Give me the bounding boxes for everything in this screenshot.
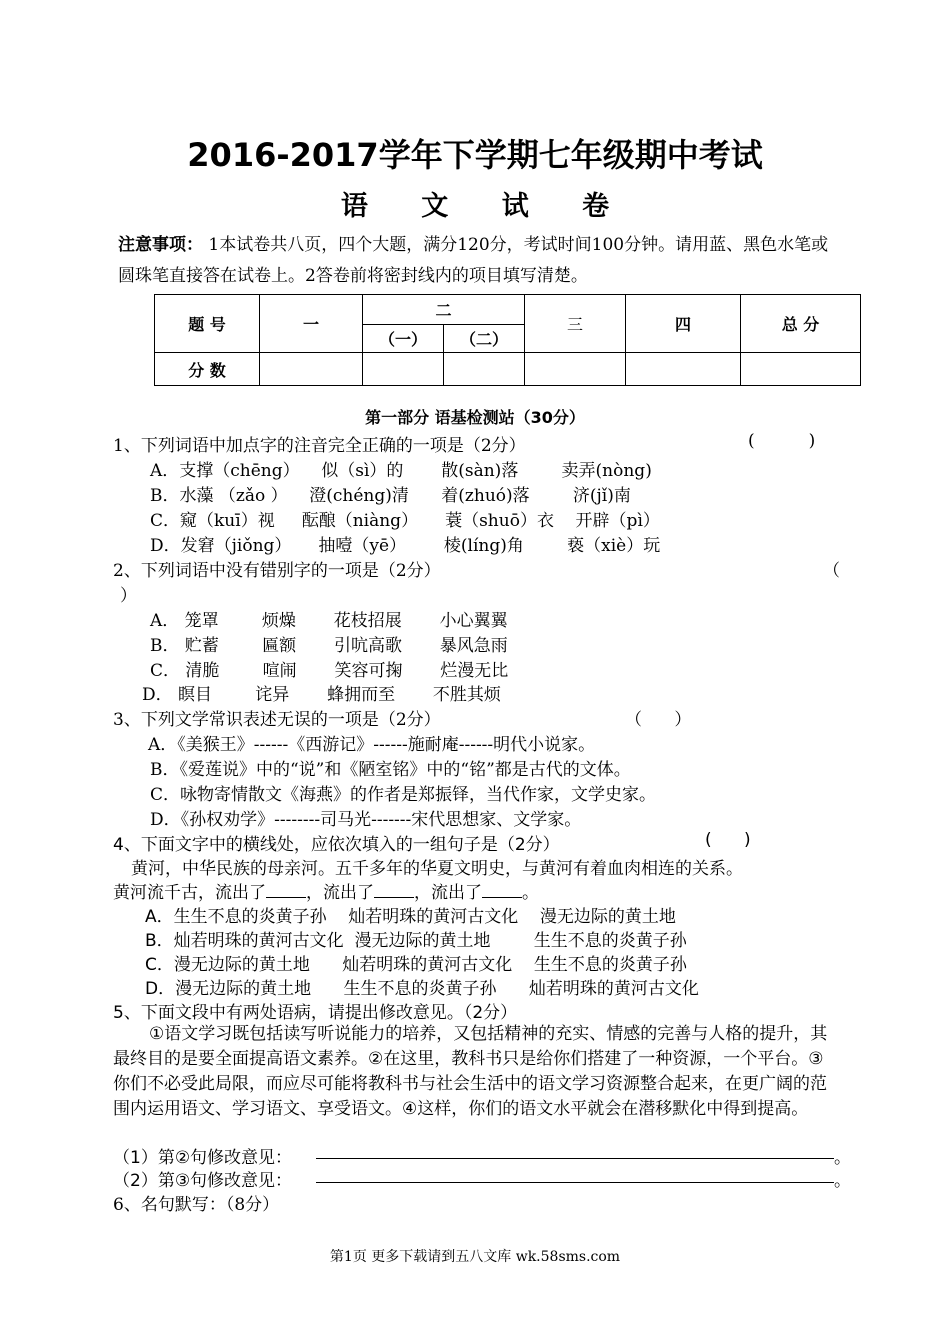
q4-option-b: B．灿若明珠的黄河古文化 漫无边际的黄土地 生生不息的炎黄子孙 [145,931,687,951]
q4-option-a: A．生生不息的炎黄子孙 灿若明珠的黄河古文化 漫无边际的黄土地 [145,907,676,927]
q2-option-a: A． 笼罩 烦燥 花枝招展 小心翼翼 [150,611,508,631]
q1-option-a: A．支撑（chēng） 似（sì）的 散(sàn)落 卖弄(nòng) [150,461,652,481]
q1-option-c: C．窥（kuī）视 酝酿（niàng） 蓑（shuō）衣 开辟（pì） [150,511,660,531]
score-cell-2a[interactable] [363,353,444,386]
exam-subtitle: 语 文 试 卷 [340,191,632,222]
score-col-4: 四 [626,295,741,353]
notes-label: 注意事项： [118,235,203,255]
q4-answer-paren: ( ) [705,830,751,850]
q5-answer-2-end: 。 [834,1171,851,1191]
q5-answer-1-end: 。 [834,1148,851,1168]
q4-blank-3[interactable] [482,883,522,898]
q4-passage-part4: 。 [522,883,539,903]
q5-passage: ①语文学习既包括读写听说能力的培养，又包括精神的充实、情感的完善与人格的提升，其最终目的是要全面提高语文素养。②在这里，教科书只是给你们搭建了一种资源，一个平台。③你们不必受此局限，而应尽可能将教科书与社会生活中的语文学习资源整合起来，在更广阔的范围内运用语文、学习语文、享受语文。④这样，你们的语文水平就会在潜移默化中得到提高。 [113,1024,828,1119]
q5-answer-1-line[interactable] [316,1158,834,1159]
q3-stem: 3、下列文学常识表述无误的一项是（2分） [113,710,441,730]
q1-option-b: B．水藻 （zǎo ） 澄(chéng)清 着(zhuó)落 济(jǐ)南 [150,486,631,506]
score-col-1: 一 [260,295,363,353]
q2-option-b: B． 贮蓄 匾额 引吭高歌 暴风急雨 [150,636,508,656]
score-col-2a: （一） [363,325,444,353]
q4-stem: 4、下面文字中的横线处，应依次填入的一组句子是（2分） [113,835,560,855]
score-col-3: 三 [525,295,626,353]
q4-blank-1[interactable] [266,883,306,898]
notes-text: 1本试卷共八页，四个大题，满分120分，考试时间100分钟。请用蓝、黑色水笔或圆珠笔直接答在试卷上。2答卷前将密封线内的项目填写清楚。 [118,235,829,286]
q2-stem: 2、下列词语中没有错别字的一项是（2分） [113,561,441,581]
q3-option-d: D．《孙权劝学》--------司马光-------宋代思想家、文学家。 [150,810,582,830]
q4-passage-part3: ，流出了 [414,883,482,903]
score-cell-3[interactable] [525,353,626,386]
notes [118,230,838,292]
page-footer: 第1页 更多下载请到五八文库 wk.58sms.com [329,1249,621,1265]
score-cell-2b[interactable] [444,353,525,386]
q4-blank-2[interactable] [374,883,414,898]
q5-answer-1-label: （1）第②句修改意见： [113,1148,293,1168]
score-cell-4[interactable] [626,353,741,386]
q4-passage-line1: 黄河，中华民族的母亲河。五千多年的华夏文明史，与黄河有着血肉相连的关系。 [131,859,743,879]
q1-stem: 1、下列词语中加点字的注音完全正确的一项是（2分） [113,436,526,456]
score-cell-total[interactable] [741,353,861,386]
q5-answer-2-label: （2）第③句修改意见： [113,1171,293,1191]
q3-option-c: C．咏物寄情散文《海燕》的作者是郑振铎，当代作家，文学史家。 [150,785,657,805]
exam-title: 2016-2017学年下学期七年级期中考试 [187,136,763,174]
q1-answer-paren: ( ) [748,431,816,451]
q2-option-d: D． 瞑目 诧异 蜂拥而至 不胜其烦 [142,685,501,705]
score-col-tihao: 题 号 [155,295,260,353]
q2-option-c: C． 清脆 喧闹 笑容可掬 烂漫无比 [150,661,509,681]
q5-answer-1 [113,1143,292,1168]
q6-stem: 6、名句默写：（8分） [113,1195,280,1215]
score-col-2b: （二） [444,325,525,353]
score-col-2: 二 [363,295,525,325]
q2-paren-close: ） [120,586,137,606]
q4-option-d: D．漫无边际的黄土地 生生不息的炎黄子孙 灿若明珠的黄河古文化 [145,979,699,999]
score-table [154,294,861,386]
score-cell-1[interactable] [260,353,363,386]
q5-stem: 5、下面文段中有两处语病，请提出修改意见。（2分） [113,1003,518,1023]
q4-option-c: C．漫无边际的黄土地 灿若明珠的黄河古文化 生生不息的炎黄子孙 [145,955,687,975]
q2-paren-open: （ [823,561,840,581]
q3-answer-paren: （ ） [625,710,692,730]
q3-option-b: B．《爱莲说》中的“说”和《陋室铭》中的“铭”都是古代的文体。 [150,760,631,780]
q5-answer-2 [113,1166,292,1191]
q4-passage-part2: ，流出了 [306,883,374,903]
q4-passage-part1: 黄河流千古，流出了 [113,883,266,903]
score-row-label: 分 数 [155,353,260,386]
q1-option-d: D．发窘（jiǒng） 抽噎（yē） 棱(líng)角 亵（xiè）玩 [150,536,661,556]
q4-passage-line2 [113,878,539,903]
section1-heading: 第一部分 语基检测站（30分） [365,408,585,427]
score-col-total: 总 分 [741,295,861,353]
q5-answer-2-line[interactable] [316,1182,834,1183]
q3-option-a: A．《美猴王》------《西游记》------施耐庵------明代小说家。 [148,735,596,755]
